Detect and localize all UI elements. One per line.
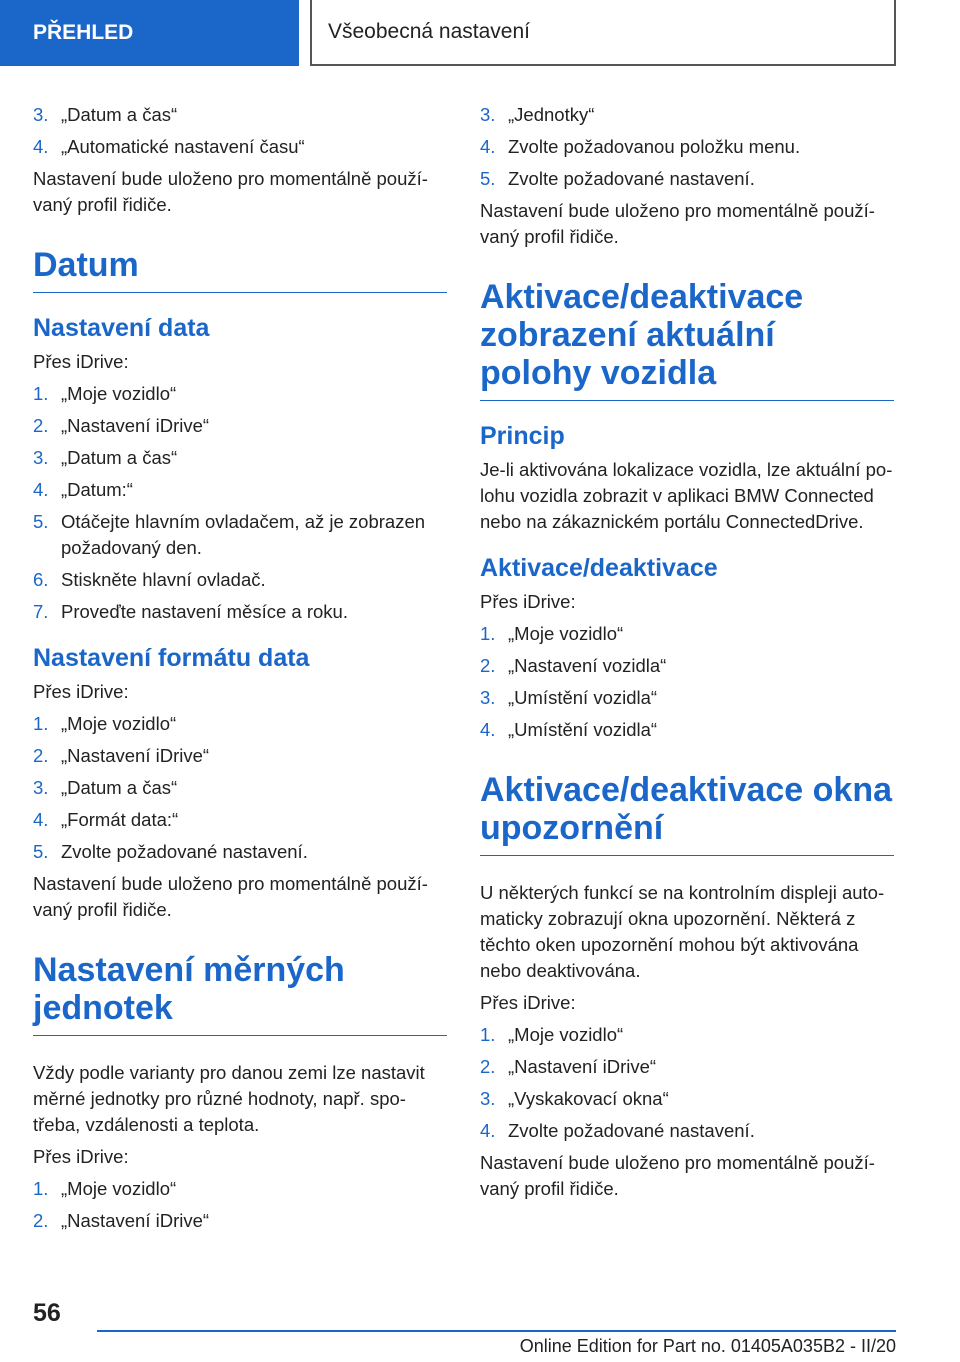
step-number: 1. [33,383,49,404]
step-number: 2. [480,1056,496,1077]
section-tab[interactable]: PŘEHLED [0,0,299,66]
step-number: 3. [480,687,496,708]
step-text: „Nastavení iDrive“ [508,1056,657,1077]
step-item [33,1176,447,1202]
step-item [33,445,447,471]
step-item [33,839,447,865]
step-item [33,743,447,769]
step-item [33,413,447,439]
step-item [480,653,894,679]
step-item [480,166,894,192]
step-text: „Datum:“ [61,479,133,500]
page-number: 56 [33,1299,61,1327]
subheading-principle: Princip [480,422,565,450]
step-text: „Nastavení vozidla“ [508,655,667,676]
step-list [480,1022,894,1144]
popups-description: U některých funkcí se na kontrolním displeji automaticky zobrazují okna upozornění. Některá z těchto oken upozornění mohou být aktivována nebo deaktivována. [480,882,885,981]
step-number: 5. [33,511,49,532]
step-text: „Vyskakovací okna“ [508,1088,669,1109]
step-text: Otáčejte hlavním ovladačem, až je zobrazen požadovaný den. [61,511,426,558]
step-item [480,1022,894,1048]
step-text: „Moje vozidlo“ [508,1024,624,1045]
step-text: „Nastavení iDrive“ [61,745,210,766]
step-text: „Nastavení iDrive“ [61,415,210,436]
via-idrive-label: Přes iDrive: [480,992,576,1013]
step-text: Zvolte požadované nastavení. [61,841,308,862]
step-text: „Formát data:“ [61,809,179,830]
note-paragraph: Nastavení bude uloženo pro momentálně používaný profil řidiče. [480,200,875,247]
step-list [33,711,447,865]
step-text: „Moje vozidlo“ [508,623,624,644]
subheading-nastaveni-data: Nastavení data [33,314,210,342]
step-text: „Automatické nastavení času“ [61,136,305,157]
via-idrive-label: Přes iDrive: [33,351,129,372]
step-text: Zvolte požadované nastavení. [508,1120,755,1141]
step-item [480,1118,894,1144]
step-item [480,102,894,128]
step-item [33,775,447,801]
step-number: 5. [480,168,496,189]
step-item [33,509,447,561]
step-number: 1. [480,1024,496,1045]
step-item [480,1054,894,1080]
step-number: 2. [33,1210,49,1231]
step-list [480,102,894,192]
step-item [33,477,447,503]
chapter-title: Všeobecná nastavení [310,0,896,66]
step-number: 4. [33,479,49,500]
section-heading-location: Aktivace/deaktivace zobrazení aktuální polohy vozidla [480,278,894,401]
step-text: „Datum a čas“ [61,777,178,798]
step-item [33,599,447,625]
right-column [480,102,894,1208]
step-text: Stiskněte hlavní ovladač. [61,569,266,590]
step-number: 3. [480,1088,496,1109]
step-number: 4. [480,136,496,157]
step-item [33,381,447,407]
subheading-activation: Aktivace/deaktivace [480,554,718,582]
step-text: „Umístění vozidla“ [508,719,658,740]
step-item [33,134,447,160]
step-list [33,102,447,160]
step-number: 7. [33,601,49,622]
step-number: 4. [480,719,496,740]
step-number: 3. [480,104,496,125]
note-paragraph: Nastavení bude uloženo pro momentálně používaný profil řidiče. [33,168,428,215]
step-item [33,102,447,128]
step-text: „Moje vozidlo“ [61,713,177,734]
step-text: „Datum a čas“ [61,447,178,468]
step-item [480,621,894,647]
edition-text: Online Edition for Part no. 01405A035B2 - II/20 [519,1336,896,1356]
step-text: „Jednotky“ [508,104,595,125]
step-item [33,711,447,737]
note-paragraph: Nastavení bude uloženo pro momentálně používaný profil řidiče. [33,873,428,920]
via-idrive-label: Přes iDrive: [33,681,129,702]
step-item [33,807,447,833]
via-idrive-label: Přes iDrive: [33,1146,129,1167]
step-item [480,717,894,743]
step-number: 5. [33,841,49,862]
step-item [480,1086,894,1112]
step-number: 2. [33,415,49,436]
note-paragraph: Nastavení bude uloženo pro momentálně používaný profil řidiče. [480,1152,875,1199]
step-number: 3. [33,447,49,468]
step-text: „Nastavení iDrive“ [61,1210,210,1231]
step-number: 3. [33,104,49,125]
left-column [33,102,447,1240]
step-text: Zvolte požadovanou položku menu. [508,136,801,157]
step-number: 4. [480,1120,496,1141]
step-number: 4. [33,136,49,157]
section-heading-popups: Aktivace/deaktivace okna upozornění [480,771,894,856]
step-text: „Moje vozidlo“ [61,1178,177,1199]
step-number: 1. [33,713,49,734]
step-text: Zvolte požadované nastavení. [508,168,755,189]
section-heading-units: Nastavení měrných jednotek [33,951,447,1036]
units-description: Vždy podle varianty pro danou zemi lze nastavit měrné jednotky pro různé hodnoty, např. spotřeba, vzdálenosti a teplota. [33,1062,425,1135]
step-number: 6. [33,569,49,590]
step-item [33,567,447,593]
step-item [480,685,894,711]
via-idrive-label: Přes iDrive: [480,591,576,612]
step-list [33,1176,447,1234]
footer-divider [97,1330,896,1332]
step-number: 2. [480,655,496,676]
step-number: 3. [33,777,49,798]
step-text: Proveďte nastavení měsíce a roku. [61,601,348,622]
step-text: „Umístění vozidla“ [508,687,658,708]
step-number: 1. [480,623,496,644]
step-number: 4. [33,809,49,830]
step-number: 2. [33,745,49,766]
step-text: „Datum a čas“ [61,104,178,125]
step-list [480,621,894,743]
step-item [480,134,894,160]
step-text: „Moje vozidlo“ [61,383,177,404]
section-heading-datum: Datum [33,246,447,293]
principle-text: Je-li aktivována lokalizace vozidla, lze aktuální polohu vozidla zobrazit v aplikaci BMW Connected nebo na zákaznickém portálu ConnectedDrive. [480,459,893,532]
subheading-format-data: Nastavení formátu data [33,644,310,672]
step-number: 1. [33,1178,49,1199]
step-item [33,1208,447,1234]
step-list [33,381,447,625]
